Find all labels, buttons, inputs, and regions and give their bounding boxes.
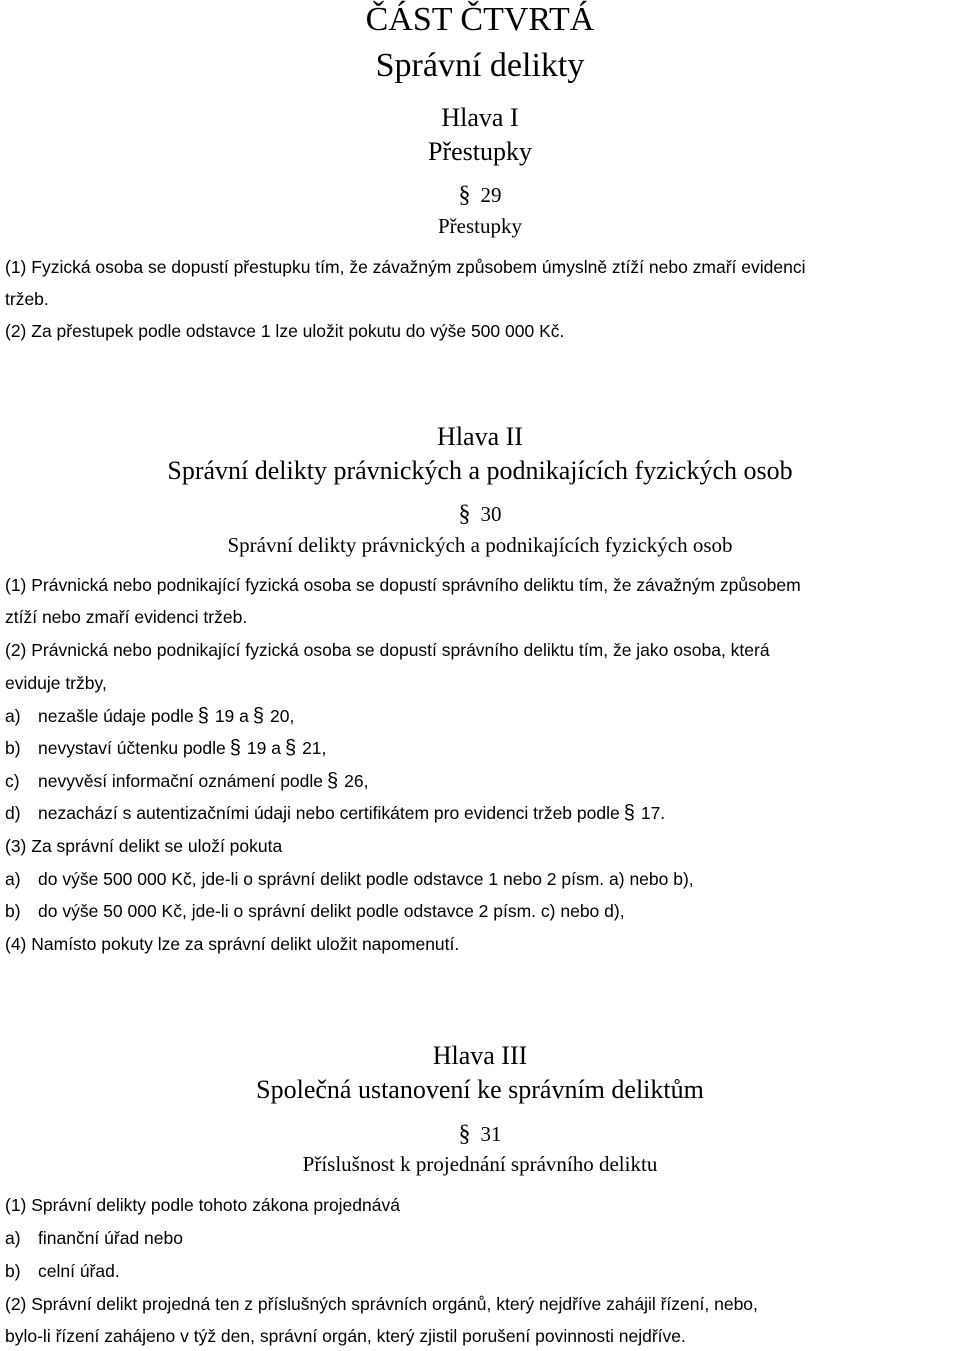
list-item: a) do výše 500 000 Kč, jde-li o správní delikt podle odstavce 1 nebo 2 písm. a) nebo b), bbox=[5, 869, 694, 889]
list-item: a) nezašle údaje podle § 19 a § 20, bbox=[5, 705, 295, 727]
chapter-2-title: Správní delikty právnických a podnikajících fyzických osob bbox=[167, 456, 793, 485]
chapter-3-title: Společná ustanovení ke správním deliktům bbox=[256, 1075, 704, 1104]
section-sign: § bbox=[327, 770, 339, 792]
section-sign: § bbox=[458, 501, 471, 527]
list-item: c) nevyvěsí informační oznámení podle § 26, bbox=[5, 770, 369, 792]
paragraph-line: (2) Správní delikt projedná ten z příslušných správních orgánů, který nejdříve zahájil řízení, nebo, bbox=[5, 1294, 758, 1314]
paragraph-line: eviduje tržby, bbox=[5, 673, 107, 693]
paragraph-line: (4) Namísto pokuty lze za správní delikt uložit napomenutí. bbox=[5, 934, 460, 954]
chapter-3-heading: Hlava III bbox=[432, 1041, 528, 1070]
section-31-number bbox=[0, 1122, 960, 1146]
part-number: ČÁST ČTVRTÁ bbox=[365, 1, 595, 38]
section-30-title: Správní delikty právnických a podnikajících fyzických osob bbox=[227, 533, 733, 557]
paragraph-line: (3) Za správní delikt se uloží pokuta bbox=[5, 836, 283, 856]
section-30-number bbox=[0, 502, 960, 526]
part-title: Správní delikty bbox=[375, 47, 585, 84]
paragraph-line: tržeb. bbox=[5, 289, 49, 309]
chapter-1-heading: Hlava I bbox=[441, 103, 519, 132]
section-sign: § bbox=[284, 737, 297, 759]
paragraph-line: bylo-li řízení zahájeno v týž den, správní orgán, který zjistil porušení povinnosti nejdříve. bbox=[5, 1326, 686, 1346]
paragraph-line: (1) Fyzická osoba se dopustí přestupku tím, že závažným způsobem úmyslně ztíží nebo zmaří evidenci bbox=[5, 257, 806, 277]
chapter-2-heading: Hlava II bbox=[437, 422, 523, 451]
section-number: 31 bbox=[480, 1122, 502, 1146]
section-29-title: Přestupky bbox=[438, 214, 522, 238]
section-sign: § bbox=[458, 182, 471, 208]
section-sign: § bbox=[623, 802, 635, 824]
list-item: b) celní úřad. bbox=[5, 1261, 120, 1281]
paragraph-line: (1) Správní delikty podle tohoto zákona projednává bbox=[5, 1195, 400, 1215]
paragraph-line: (1) Právnická nebo podnikající fyzická osoba se dopustí správního deliktu tím, že závažným způsobem bbox=[5, 575, 801, 595]
section-sign: § bbox=[458, 1121, 471, 1147]
paragraph-line: ztíží nebo zmaří evidenci tržeb. bbox=[5, 607, 248, 627]
section-sign: § bbox=[197, 705, 209, 727]
section-number: 29 bbox=[480, 183, 502, 207]
chapter-1-title: Přestupky bbox=[428, 137, 532, 166]
paragraph-line: (2) Právnická nebo podnikající fyzická osoba se dopustí správního deliktu tím, že jako osoba, která bbox=[5, 640, 770, 660]
list-item: d) nezachází s autentizačními údaji nebo certifikátem pro evidenci tržeb podle § 17. bbox=[5, 802, 666, 824]
list-item: b) nevystaví účtenku podle § 19 a § 21, bbox=[5, 737, 327, 759]
section-number: 30 bbox=[480, 502, 502, 526]
section-29-number bbox=[0, 183, 960, 207]
list-item: a) finanční úřad nebo bbox=[5, 1228, 183, 1248]
paragraph-line: (2) Za přestupek podle odstavce 1 lze uložit pokutu do výše 500 000 Kč. bbox=[5, 321, 565, 341]
section-31-title: Příslušnost k projednání správního deliktu bbox=[302, 1152, 658, 1176]
list-item: b) do výše 50 000 Kč, jde-li o správní delikt podle odstavce 2 písm. c) nebo d), bbox=[5, 901, 625, 921]
section-sign: § bbox=[229, 737, 241, 759]
section-sign: § bbox=[252, 705, 264, 727]
